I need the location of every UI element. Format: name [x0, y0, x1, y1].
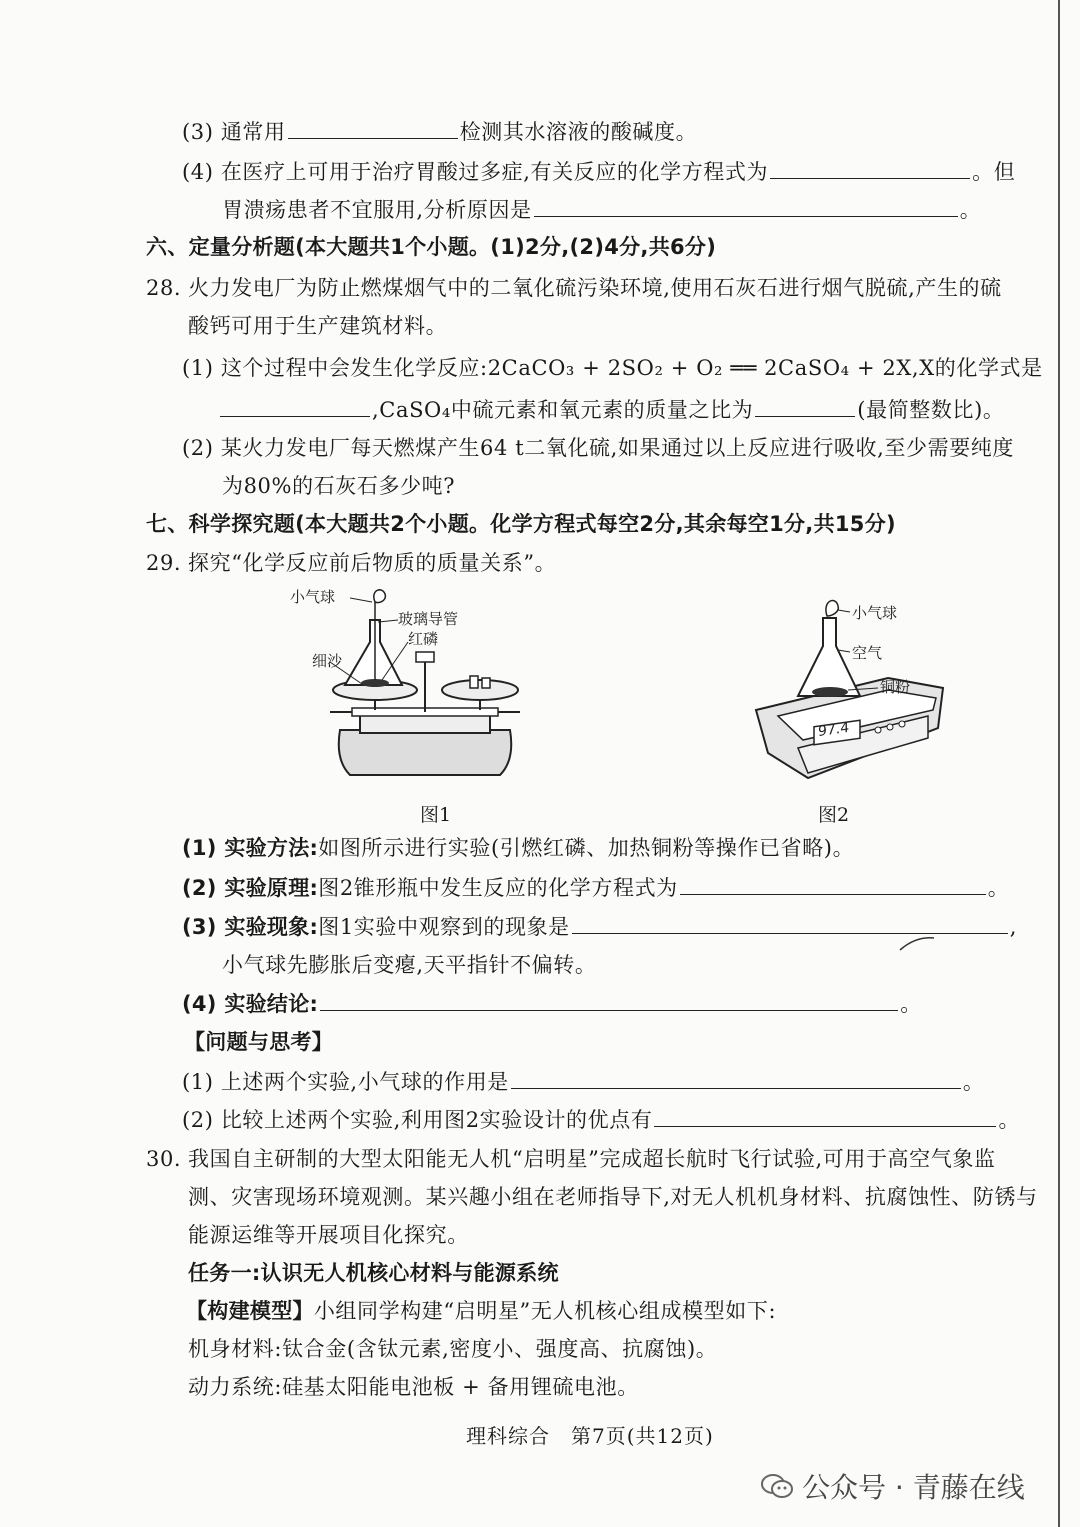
label-fine-sand: 细沙: [312, 652, 343, 670]
figure-1-caption: 图1: [420, 804, 452, 826]
q29-think-2: (2) 比较上述两个实验,利用图2实验设计的优点有 。: [182, 1108, 1021, 1132]
label-air: 空气: [852, 644, 883, 662]
wechat-icon: [760, 1472, 794, 1500]
think-heading: 【问题与思考】: [184, 1030, 334, 1054]
page-footer: 理科综合 第7页(共12页): [466, 1424, 714, 1448]
q29-think-1: (1) 上述两个实验,小气球的作用是 。: [182, 1070, 985, 1094]
answer-blank[interactable]: [654, 1106, 996, 1127]
q28-part2-line2: 为80%的石灰石多少吨?: [222, 474, 456, 498]
q27-part3: (3) 通常用 检测其水溶液的酸碱度。: [182, 120, 698, 144]
answer-blank[interactable]: [680, 874, 986, 895]
label-glass-tube: 玻璃导管: [398, 610, 459, 628]
figure-1-balance-diagram: [290, 580, 560, 790]
q29-method: (1) 实验方法:如图所示进行实验(引燃红磷、加热铜粉等操作已省略)。: [182, 836, 855, 860]
answer-blank[interactable]: [572, 913, 1008, 934]
q28-stem: 28. 火力发电厂为防止燃煤烟气中的二氧化硫污染环境,使用石灰石进行烟气脱硫,产生的硫: [146, 276, 1002, 300]
q29-stem: 29. 探究“化学反应前后物质的质量关系”。: [146, 551, 557, 575]
q29-observation: (3) 实验现象:图1实验中观察到的现象是 ,: [182, 915, 1018, 939]
q30-stem: 30. 我国自主研制的大型太阳能无人机“启明星”完成超长航时飞行试验,可用于高空气象监: [146, 1147, 996, 1171]
q28-stem-line2: 酸钙可用于生产建筑材料。: [188, 314, 448, 338]
q28-part1-line2: ,CaSO₄中硫元素和氧元素的质量之比为 (最简整数比)。: [218, 396, 1004, 423]
answer-blank[interactable]: [534, 196, 958, 217]
q29-conclusion: (4) 实验结论: 。: [182, 992, 922, 1016]
q27-part4: (4) 在医疗上可用于治疗胃酸过多症,有关反应的化学方程式为 。但: [182, 160, 1016, 184]
task-1-heading: 任务一:认识无人机核心材料与能源系统: [188, 1261, 559, 1285]
answer-blank[interactable]: [511, 1068, 961, 1089]
figure-2-caption: 图2: [818, 804, 850, 826]
watermark: [760, 1466, 1025, 1506]
q29-principle: (2) 实验原理:图2锥形瓶中发生反应的化学方程式为 。: [182, 876, 1010, 900]
section-6-heading: 六、定量分析题(本大题共1个小题。(1)2分,(2)4分,共6分): [146, 235, 717, 259]
label-red-phosphorus: 红磷: [408, 630, 439, 648]
label-balloon: 小气球: [290, 588, 336, 606]
label-copper-powder: 铜粉: [880, 678, 911, 696]
q28-part1: (1) 这个过程中会发生化学反应:2CaCO₃ + 2SO₂ + O₂ ══ 2CaSO₄ + 2X,X的化学式是: [182, 356, 1043, 380]
label-balloon-2: 小气球: [852, 604, 898, 622]
answer-blank[interactable]: [220, 396, 370, 417]
pen-mark: [898, 932, 938, 954]
body-material-line: 机身材料:钛合金(含钛元素,密度小、强度高、抗腐蚀)。: [188, 1337, 718, 1361]
answer-blank[interactable]: [755, 396, 855, 417]
model-line: 【构建模型】小组同学构建“启明星”无人机核心组成模型如下:: [186, 1299, 777, 1323]
watermark-text: 公众号 · 青藤在线: [802, 1471, 1025, 1504]
q30-stem-line2: 测、灾害现场环境观测。某兴趣小组在老师指导下,对无人机机身材料、抗腐蚀性、防锈与: [188, 1185, 1038, 1209]
q29-observation-line2: 小气球先膨胀后变瘪,天平指针不偏转。: [222, 953, 597, 977]
figure-2-scale-diagram: [748, 588, 948, 788]
q28-part2: (2) 某火力发电厂每天燃煤产生64 t二氧化硫,如果通过以上反应进行吸收,至少需要纯度: [182, 436, 1015, 460]
scale-display: 97.4: [818, 719, 850, 741]
page-edge-line: [1058, 0, 1060, 1527]
answer-blank[interactable]: [288, 118, 458, 139]
answer-blank[interactable]: [320, 990, 898, 1011]
q27-part4-line2: 胃溃疡患者不宜服用,分析原因是 。: [222, 198, 982, 222]
section-7-heading: 七、科学探究题(本大题共2个小题。化学方程式每空2分,其余每空1分,共15分): [146, 512, 896, 536]
answer-blank[interactable]: [770, 158, 970, 179]
power-system-line: 动力系统:硅基太阳能电池板 + 备用锂硫电池。: [188, 1375, 639, 1399]
q30-stem-line3: 能源运维等开展项目化探究。: [188, 1223, 469, 1247]
